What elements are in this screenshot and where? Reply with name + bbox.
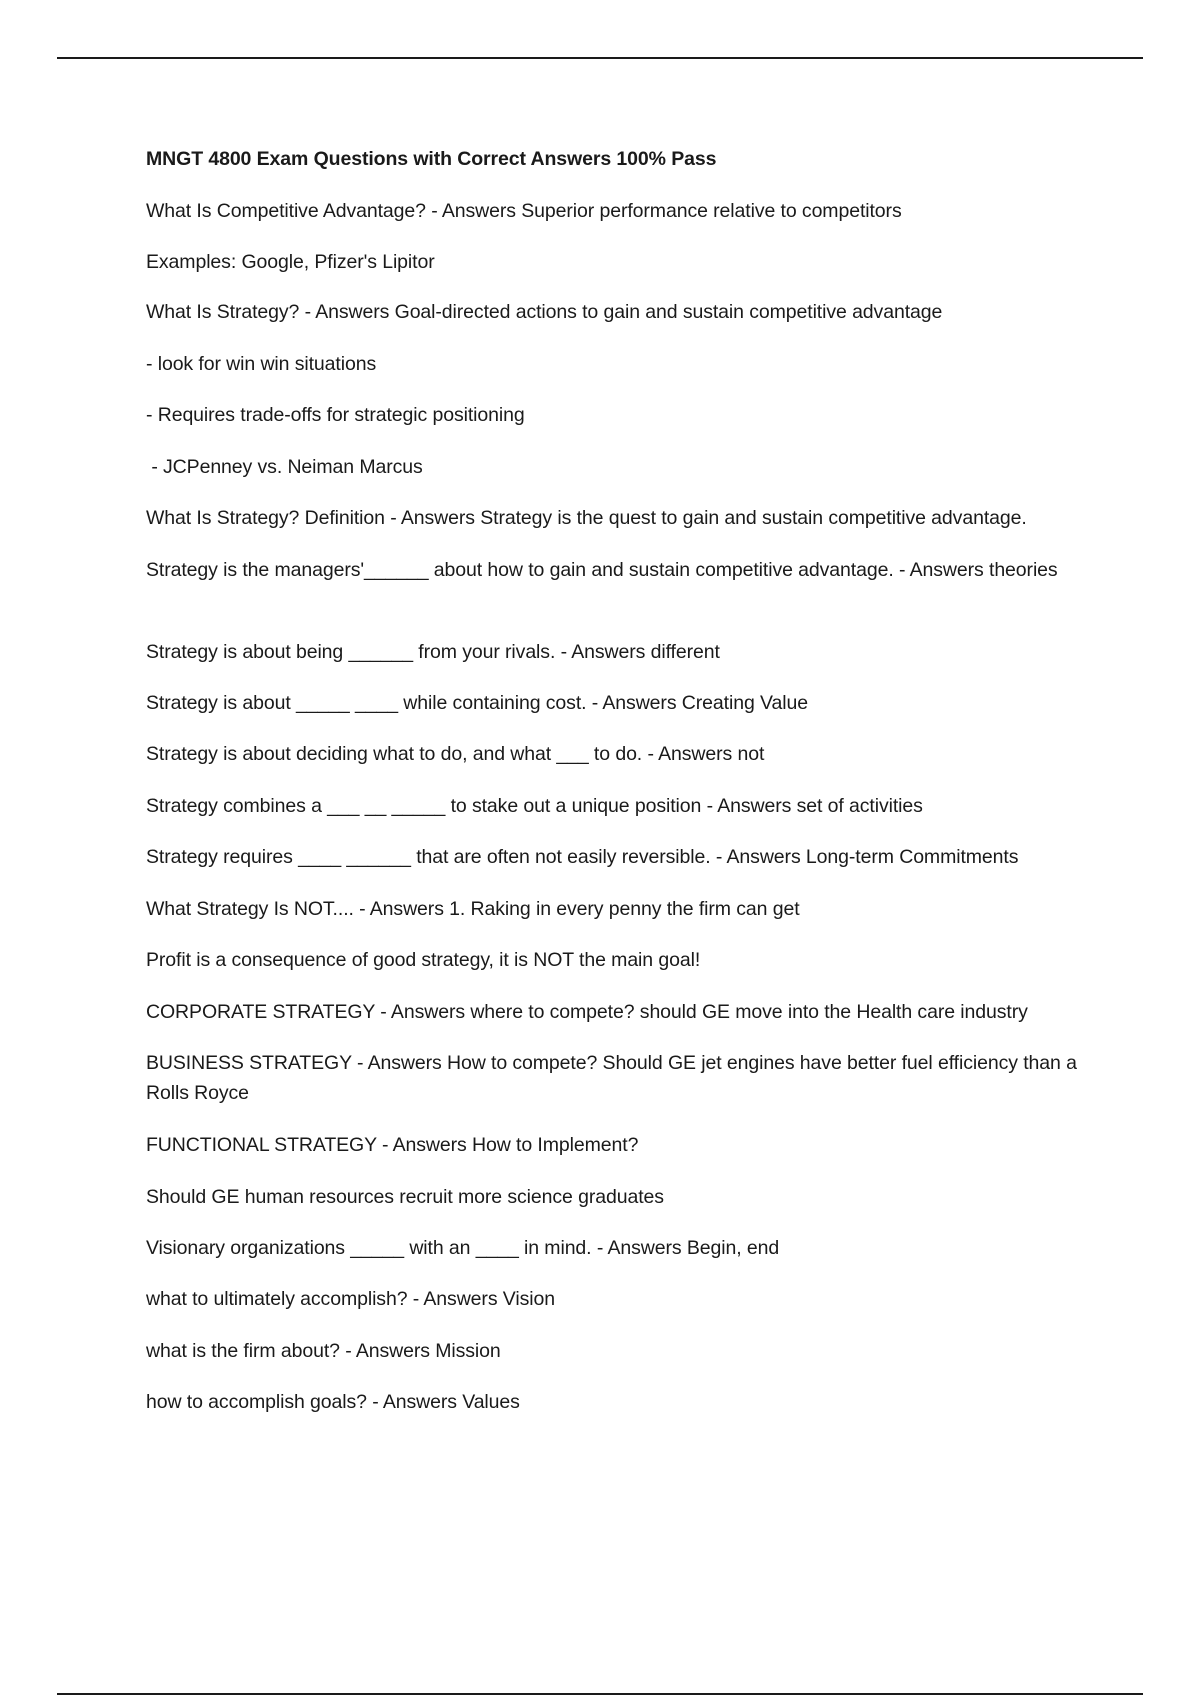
qa-line: Strategy combines a ___ __ _____ to stake out a unique position - Answers set of activities xyxy=(146,795,923,817)
qa-line: Strategy is about _____ ____ while containing cost. - Answers Creating Value xyxy=(146,692,808,714)
qa-line: - JCPenney vs. Neiman Marcus xyxy=(146,456,423,478)
document-title: MNGT 4800 Exam Questions with Correct Answers 100% Pass xyxy=(146,148,717,170)
qa-line: Strategy is about deciding what to do, and what ___ to do. - Answers not xyxy=(146,743,765,765)
qa-line: CORPORATE STRATEGY - Answers where to compete? should GE move into the Health care industry xyxy=(146,1001,1028,1023)
bottom-rule xyxy=(57,1693,1143,1695)
qa-line: - look for win win situations xyxy=(146,353,377,375)
qa-line: BUSINESS STRATEGY - Answers How to compete? Should GE jet engines have better fuel efficiency than a Rolls Royce xyxy=(146,1052,1077,1104)
qa-line: What Is Strategy? - Answers Goal-directed actions to gain and sustain competitive advantage xyxy=(146,301,943,323)
qa-line: Profit is a consequence of good strategy, it is NOT the main goal! xyxy=(146,949,701,971)
qa-line: Strategy requires ____ ______ that are often not easily reversible. - Answers Long-term Commitments xyxy=(146,846,1019,868)
qa-line: Strategy is about being ______ from your rivals. - Answers different xyxy=(146,641,720,663)
qa-line: What Is Strategy? Definition - Answers Strategy is the quest to gain and sustain competitive advantage. xyxy=(146,507,1027,529)
qa-line: FUNCTIONAL STRATEGY - Answers How to Implement? xyxy=(146,1134,639,1156)
qa-line: what to ultimately accomplish? - Answers Vision xyxy=(146,1288,555,1310)
qa-line: Examples: Google, Pfizer's Lipitor xyxy=(146,251,435,273)
qa-line: Strategy is the managers'______ about how to gain and sustain competitive advantage. - Answers theories xyxy=(146,559,1058,581)
qa-line: what is the firm about? - Answers Mission xyxy=(146,1340,501,1362)
qa-line: how to accomplish goals? - Answers Values xyxy=(146,1391,520,1413)
qa-line: Visionary organizations _____ with an ____ in mind. - Answers Begin, end xyxy=(146,1237,780,1259)
qa-line: What Is Competitive Advantage? - Answers Superior performance relative to competitors xyxy=(146,200,902,222)
qa-line: - Requires trade-offs for strategic positioning xyxy=(146,404,525,426)
qa-line: Should GE human resources recruit more science graduates xyxy=(146,1186,664,1208)
qa-line: What Strategy Is NOT.... - Answers 1. Raking in every penny the firm can get xyxy=(146,898,800,920)
top-rule xyxy=(57,57,1143,59)
